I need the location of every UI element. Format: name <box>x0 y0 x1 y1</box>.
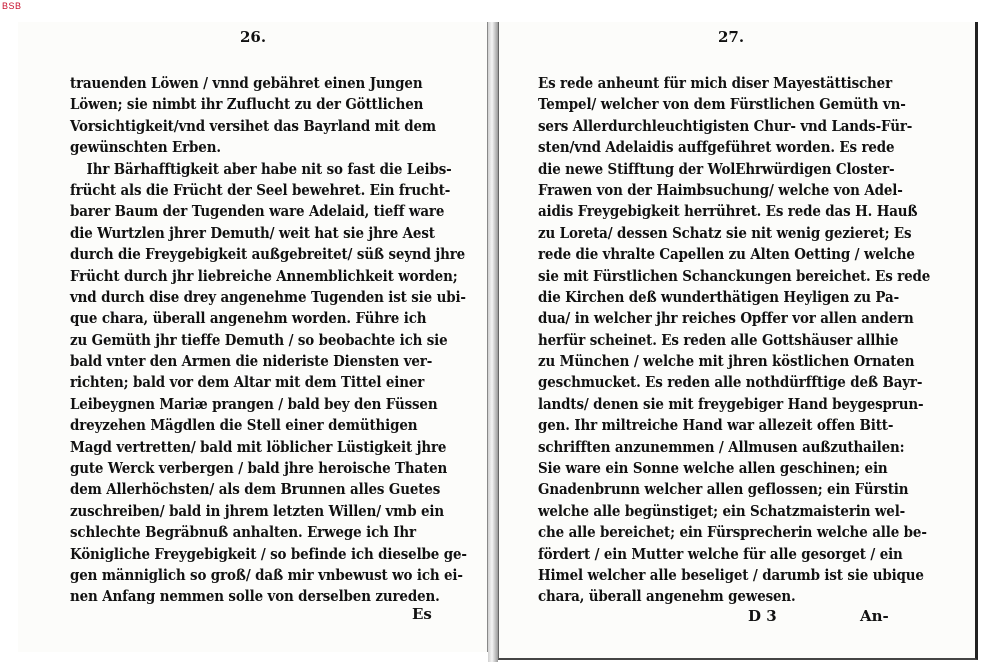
text-line: che alle bereichet; ein Fürsprecherin welche alle be- <box>538 524 927 542</box>
text-line: frücht als die Frücht der Seel bewehret. Ein frucht- <box>70 181 451 199</box>
text-line: dem Allerhöchsten/ als dem Brunnen alles Guetes <box>70 481 441 499</box>
text-line: Leibeygnen Mariæ prangen / bald bey den Füssen <box>70 395 438 413</box>
text-line: trauenden Löwen / vnnd gebähret einen Jungen <box>70 75 423 92</box>
text-line: die Wurtzlen jhrer Demuth/ weit hat sie jhre Aest <box>70 224 435 242</box>
text-line: gen männiglich so groß/ daß mir vnbewust wo ich ei- <box>70 566 463 584</box>
text-line: sten/vnd Adelaidis auffgeführet worden. Es rede <box>538 139 895 157</box>
text-line: Vorsichtigkeit/vnd versihet das Bayrland mit dem <box>70 117 437 135</box>
text-line: zu Gemüth jhr tieffe Demuth / so beobachte ich sie <box>70 331 448 349</box>
signature-mark: D 3 <box>748 607 777 625</box>
text-line: zu München / welche mit jhren köstlichen Ornaten <box>538 353 915 371</box>
text-line: durch die Freygebigkeit außgebreitet/ süß seynd jhre <box>70 246 466 264</box>
right-page-text <box>538 73 938 608</box>
right-catchword: An- <box>860 607 889 625</box>
text-line: Gnadenbrunn welcher allen geflossen; ein Fürstin <box>538 481 909 499</box>
library-logo: BSB <box>2 1 22 11</box>
text-line: schrifften anzunemmen / Allmusen außzuthailen: <box>538 438 905 456</box>
text-line: gewünschten Erben. <box>70 139 221 157</box>
text-line: barer Baum der Tugenden ware Adelaid, tieff ware <box>70 203 445 221</box>
text-line: geschmucket. Es reden alle nothdürfftige deß Bayr- <box>538 374 923 392</box>
left-catchword: Es <box>412 605 432 623</box>
text-line: zuschreiben/ bald in jhrem letzten Willen/ vmb ein <box>70 502 445 520</box>
text-line: Magd vertretten/ bald mit löblicher Lüstigkeit jhre <box>70 438 447 456</box>
text-line: Frücht durch jhr liebreiche Annemblichkeit worden; <box>70 267 458 285</box>
text-line: gute Werck verbergen / bald jhre heroische Thaten <box>70 460 448 478</box>
left-page-text <box>70 73 470 608</box>
left-page-number: 26. <box>240 28 267 46</box>
text-line: herfür scheinet. Es reden alle Gottshäuser allhie <box>538 331 899 349</box>
text-line: Sie ware ein Sonne welche allen geschinen; ein <box>538 460 888 478</box>
text-line: zu Loreta/ dessen Schatz sie nit wenig gezieret; Es <box>538 224 912 242</box>
text-line: aidis Freygebigkeit herrühret. Es rede das H. Hauß <box>538 203 918 221</box>
text-line: schlechte Begräbnuß anhalten. Erwege ich Ihr <box>70 524 416 542</box>
text-line: sie mit Fürstlichen Schanckungen bereichet. Es rede <box>538 267 931 285</box>
text-line: nen Anfang nemmen solle von derselben zureden. <box>70 588 440 606</box>
text-line: rede die vhralte Capellen zu Alten Oetting / welche <box>538 246 915 264</box>
text-line: Es rede anheunt für mich diser Mayestättischer <box>538 75 893 92</box>
text-line: die newe Stifftung der WolEhrwürdigen Closter- <box>538 160 895 178</box>
text-line: dua/ in welcher jhr reiches Opffer vor allen andern <box>538 310 914 328</box>
text-line: welche alle begünstiget; ein Schatzmaisterin wel- <box>538 502 906 520</box>
right-page-number: 27. <box>718 28 745 46</box>
text-line: fördert / ein Mutter welche für alle gesorget / ein <box>538 545 903 563</box>
text-line: dreyzehen Mägdlen die Stell einer demüthigen <box>70 417 418 435</box>
text-line: que chara, überall angenehm worden. Führe ich <box>70 310 427 328</box>
text-line: sers Allerdurchleuchtigisten Chur- vnd Lands-Für- <box>538 117 913 135</box>
text-line: bald vnter den Armen die nideriste Diensten ver- <box>70 353 433 371</box>
text-line: vnd durch dise drey angenehme Tugenden ist sie ubi- <box>70 288 466 306</box>
text-line: gen. Ihr miltreiche Hand war allezeit offen Bitt- <box>538 417 894 435</box>
book-gutter <box>488 22 498 662</box>
text-line: Frawen von der Haimbsuchung/ welche von Adel- <box>538 181 903 199</box>
text-line: chara, überall angenehm gewesen. <box>538 588 796 606</box>
text-line: Königliche Freygebigkeit / so befinde ich dieselbe ge- <box>70 545 467 563</box>
text-line: Ihr Bärhafftigkeit aber habe nit so fast die Leibs- <box>86 160 452 178</box>
text-line: richten; bald vor dem Altar mit dem Tittel einer <box>70 374 425 392</box>
text-line: landts/ denen sie mit freygebiger Hand beygesprun- <box>538 395 924 413</box>
text-line: Löwen; sie nimbt ihr Zuflucht zu der Göttlichen <box>70 96 424 114</box>
text-line: Tempel/ welcher von dem Fürstlichen Gemüth vn- <box>538 96 906 114</box>
text-line: Himel welcher alle beseliget / darumb ist sie ubique <box>538 566 924 584</box>
text-line: die Kirchen deß wunderthätigen Heyligen zu Pa- <box>538 288 899 306</box>
